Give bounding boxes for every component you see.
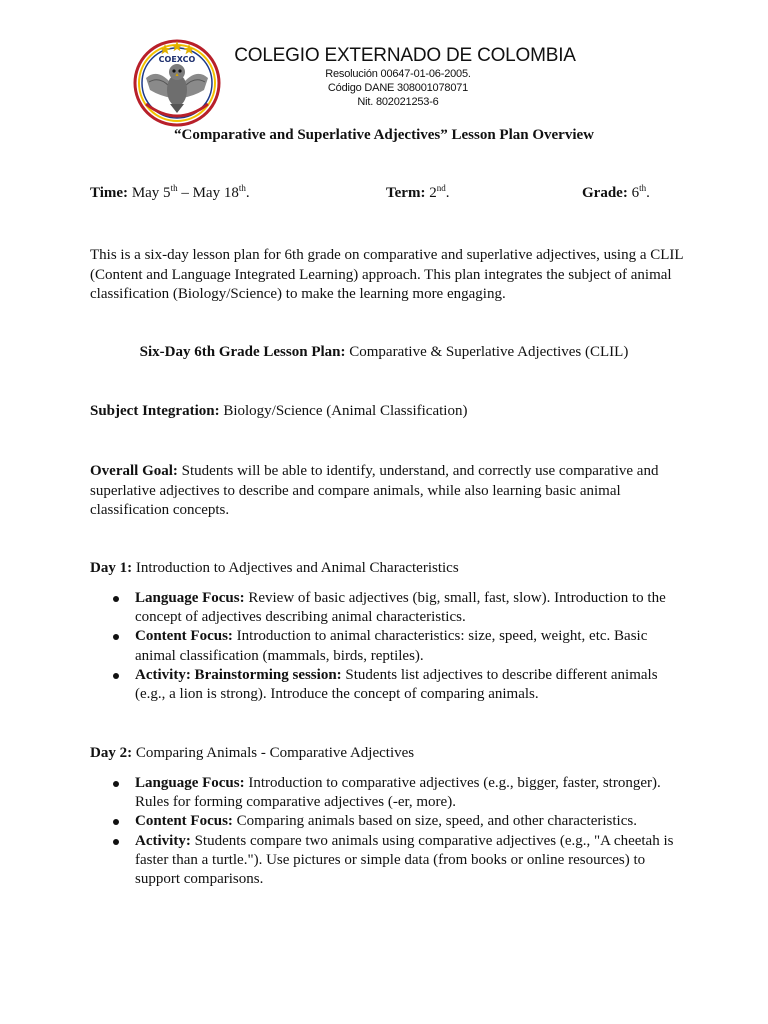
bullet-icon [113,781,119,787]
day-1-title: Introduction to Adjectives and Animal Characteristics [132,560,459,576]
time-value: May 5th – May 18th. [131,183,250,201]
school-logo [132,38,222,128]
resolution-line: Resolución 00647-01-06-2005. [325,68,471,80]
list-item: Language Focus: Review of basic adjectives (big, small, fast, slow). Introduction to the concept of adjectives describing animal characteristics. [90,589,690,627]
day-2-heading [90,744,690,764]
grade-value: 6th. [631,183,650,201]
subject-integration [90,402,690,422]
goal-value: Students will be able to identify, understand, and correctly use comparative and superlative adjectives to describe and compare animals, while also learning basic animal classification concepts. [90,463,659,518]
day-2-list [90,774,690,889]
day-1-heading [90,559,690,579]
list-item: Content Focus: Introduction to animal characteristics: size, speed, weight, etc. Basic animal classification (mammals, birds, reptiles). [90,627,690,665]
bullet-icon [113,634,119,640]
subject-value: Biology/Science (Animal Classification) [219,403,468,419]
intro-paragraph: This is a six-day lesson plan for 6th grade on comparative and superlative adjectives, using a CLIL (Content and Language Integrated Learning) approach. This plan integrates the subject of animal classification (Biology/Science) to make the learning more engaging. [90,247,684,302]
list-item: Content Focus: Comparing animals based on size, speed, and other characteristics. [90,812,690,831]
day-1-label: Day 1: [90,560,133,576]
bullet-icon [113,673,119,679]
time-field [90,185,250,202]
time-label: Time: [90,185,129,201]
plan-heading [0,343,768,363]
list-item: Language Focus: Introduction to comparative adjectives (e.g., bigger, faster, stronger). Rules for forming comparative adjectives (-er, more). [90,774,690,812]
bullet-icon [113,819,119,825]
list-item: Activity: Brainstorming session: Students list adjectives to describe different animals (e.g., a lion is strong). Introduce the concept of comparing animals. [90,666,690,704]
term-value: 2nd. [429,183,450,201]
term-label: Term: [386,185,426,201]
subject-label: Subject Integration: [90,403,220,419]
dane-code-line: Código DANE 308001078071 [327,82,469,94]
bullet-icon [113,596,119,602]
document-title: “Comparative and Superlative Adjectives” Lesson Plan Overview [174,127,594,143]
overall-goal [90,462,690,521]
bullet-icon [113,839,119,845]
logo-text: COEXCO [158,55,196,64]
nit-line: Nit. 802021253-6 [357,96,439,108]
list-item: Activity: Students compare two animals using comparative adjectives (e.g., "A cheetah is faster than a turtle."). Use pictures or simple data (from books or online resources) to support comparisons. [90,832,690,890]
day-2-label: Day 2: [90,745,133,761]
day-1-list [90,589,690,704]
goal-label: Overall Goal: [90,463,178,479]
plan-heading-value: Comparative & Superlative Adjectives (CLIL) [345,344,629,360]
term-field [386,185,449,202]
grade-field [582,185,650,202]
school-name: COLEGIO EXTERNADO DE COLOMBIA [234,45,576,66]
plan-heading-label: Six-Day 6th Grade Lesson Plan: [139,344,346,360]
grade-label: Grade: [582,185,628,201]
day-2-title: Comparing Animals - Comparative Adjectives [132,745,415,761]
